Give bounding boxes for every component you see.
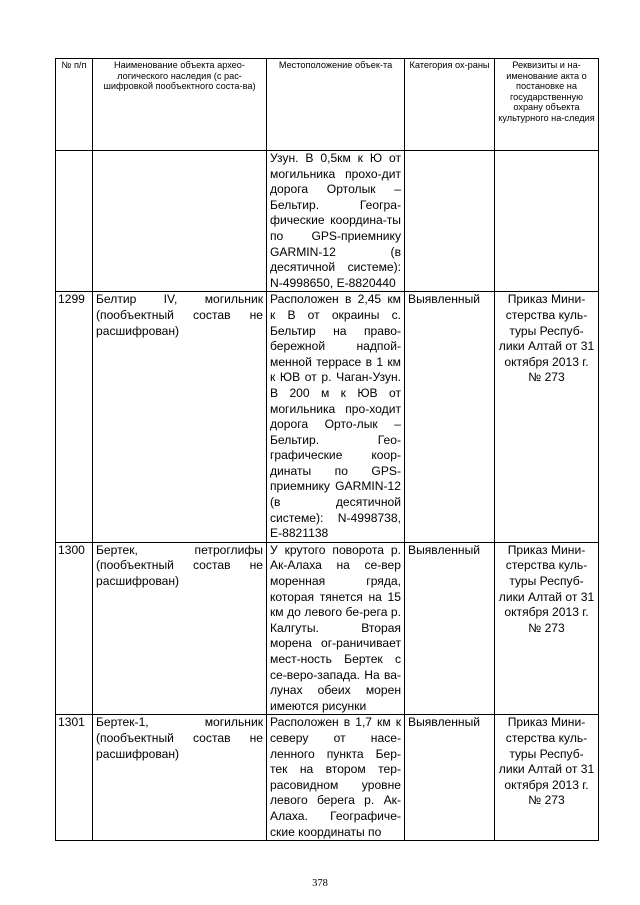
page-number: 378 <box>312 878 328 889</box>
header-location: Местоположение объек-та <box>267 59 405 151</box>
cell-num <box>56 151 93 292</box>
cell-name <box>93 151 267 292</box>
cell-num: 1299 <box>56 292 93 543</box>
cell-category: Выявленный <box>405 715 495 841</box>
header-requisites: Реквизиты и на-именование акта о постановке на государственную охрану объекта культурного на-следия <box>495 59 599 151</box>
cell-location: Расположен в 1,7 км к северу от насе-ленного пункта Бер-тек на втором тер-расовидном уровне левого берега р. Ак-Алаха. Географиче-ские координаты по <box>267 715 405 841</box>
cell-location: Расположен в 2,45 км к В от окраины с. Бельтир на право-бережной надпой-менной террасе в 1 км к ЮВ от р. Чаган-Узун. В 200 м к ЮВ от могильника про-ходит дорога Орто-лык – Бельтир. Гео-графические коор-динаты по GPS-приемнику GARMIN-12 (в десятичной системе): N-4998738, Е-8821138 <box>267 292 405 543</box>
cell-location: У крутого поворота р. Ак-Алаха на се-вер моренная гряда, которая тянется на 15 км до левого бе-рега р. Калгуты. Вторая морена ог-раничивает мест-ность Бертек с се-веро-запада. На ва-лунах обеих морен имеются рисунки <box>267 542 405 715</box>
cell-category: Выявленный <box>405 542 495 715</box>
cell-name: Белтир IV, могильник (пообъектный состав не расшифрован) <box>93 292 267 543</box>
cell-requisites: Приказ Мини-стерства куль-туры Респуб-лики Алтай от 31 октября 2013 г. № 273 <box>495 542 599 715</box>
table-row <box>56 542 599 715</box>
header-name: Наименование объекта архео-логического наследия (с рас-шифровкой пообъектного соста-ва) <box>93 59 267 151</box>
cell-category <box>405 151 495 292</box>
cell-location: Узун. В 0,5км к Ю от могильника прохо-дит дорога Ортолык – Бельтир. Геогра-фические координа-ты по GPS-приемнику GARMIN-12 (в десятичной системе): N-4998650, Е-8820440 <box>267 151 405 292</box>
cell-category: Выявленный <box>405 292 495 543</box>
cell-name: Бертек, петроглифы (пообъектный состав не расшифрован) <box>93 542 267 715</box>
table-row-continuation <box>56 151 599 292</box>
header-category: Категория ох-раны <box>405 59 495 151</box>
cell-name: Бертек-1, могильник (пообъектный состав не расшифрован) <box>93 715 267 841</box>
header-num: № п/п <box>56 59 93 151</box>
cell-requisites: Приказ Мини-стерства куль-туры Респуб-лики Алтай от 31 октября 2013 г. № 273 <box>495 292 599 543</box>
cell-num: 1300 <box>56 542 93 715</box>
header-row <box>56 59 599 151</box>
heritage-table <box>55 58 599 841</box>
table-row <box>56 292 599 543</box>
cell-requisites <box>495 151 599 292</box>
cell-num: 1301 <box>56 715 93 841</box>
table-row <box>56 715 599 841</box>
cell-requisites: Приказ Мини-стерства куль-туры Респуб-лики Алтай от 31 октября 2013 г. № 273 <box>495 715 599 841</box>
